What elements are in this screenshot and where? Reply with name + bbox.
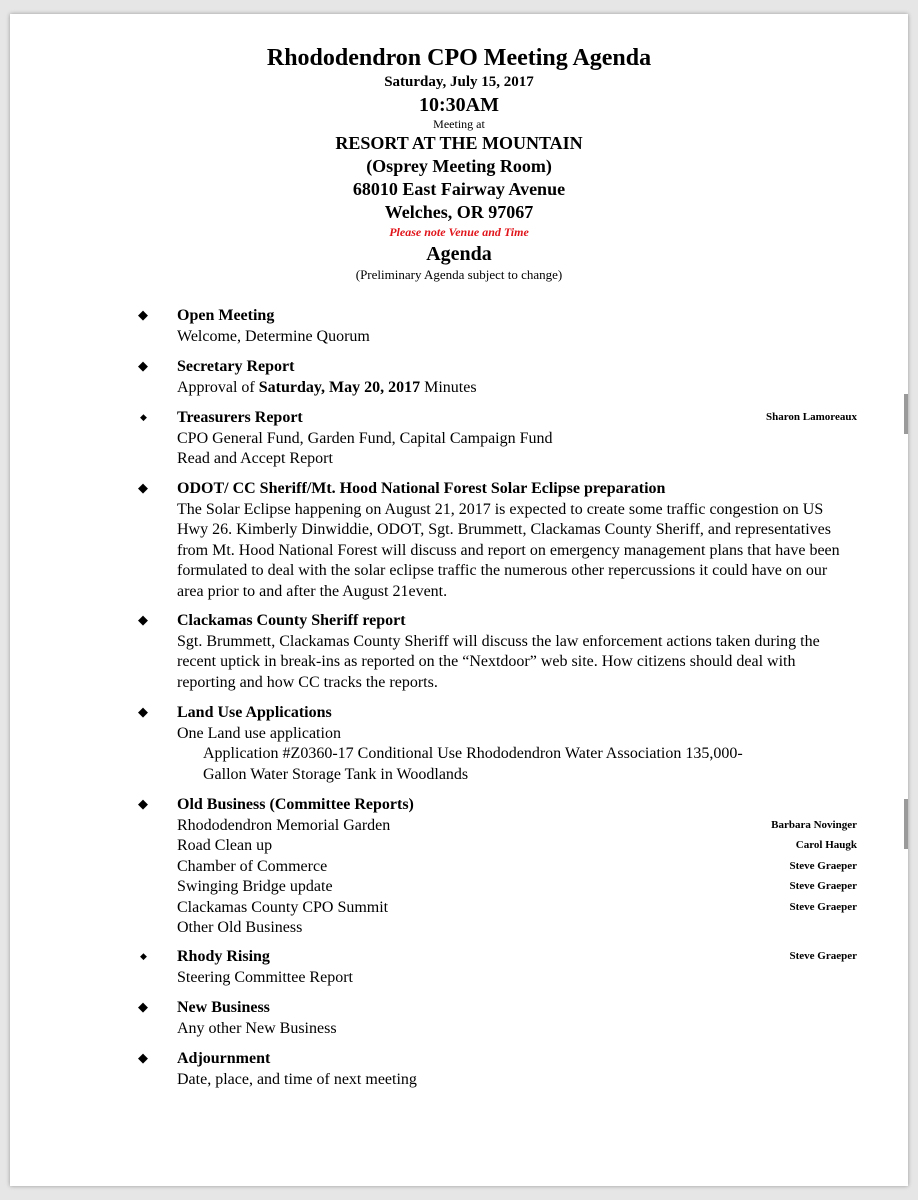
document-page bbox=[10, 14, 908, 1186]
item-title: Rhody Rising bbox=[177, 948, 270, 965]
item-line: CPO General Fund, Garden Fund, Capital Campaign Fund bbox=[177, 429, 553, 447]
item-title: Open Meeting bbox=[177, 307, 275, 324]
committee-row bbox=[177, 918, 857, 939]
diamond-bullet-icon: ◆ bbox=[138, 359, 148, 374]
presenter-name: Steve Graeper bbox=[789, 880, 857, 892]
diamond-bullet-icon: ◆ bbox=[138, 308, 148, 323]
item-paragraph: Sgt. Brummett, Clackamas County Sheriff will discuss the law enforcement actions taken during the recent uptick in break-ins as reported on the “Nextdoor” web site. How citizens should deal with reporting and how CC tracks the reports. bbox=[177, 632, 820, 691]
item-line: Any other New Business bbox=[177, 1019, 337, 1037]
venue-room: (Osprey Meeting Room) bbox=[366, 156, 552, 176]
presenter-name: Steve Graeper bbox=[789, 859, 857, 872]
presenter-name: Carol Haugk bbox=[795, 839, 857, 851]
item-title: Clackamas County Sheriff report bbox=[177, 612, 406, 629]
diamond-bullet-icon: ◆ bbox=[140, 413, 147, 423]
presenter-name: Sharon Lamoreaux bbox=[766, 411, 857, 423]
agenda-header bbox=[10, 46, 908, 284]
item-title: Adjournment bbox=[177, 1050, 271, 1067]
meeting-date: Saturday, July 15, 2017 bbox=[384, 74, 534, 90]
meeting-at-label: Meeting at bbox=[433, 117, 485, 131]
item-title: Old Business (Committee Reports) bbox=[177, 796, 414, 813]
application-line: Application #Z0360-17 Conditional Use Rhododendron Water Association 135,000- bbox=[203, 745, 743, 762]
diamond-bullet-icon: ◆ bbox=[138, 613, 148, 628]
committee-label: Swinging Bridge update bbox=[177, 878, 333, 895]
committee-row bbox=[177, 836, 857, 857]
committee-label: Road Clean up bbox=[177, 837, 273, 854]
diamond-bullet-icon: ◆ bbox=[138, 1000, 148, 1015]
committee-row bbox=[177, 877, 857, 898]
item-paragraph: The Solar Eclipse happening on August 21, 2017 is expected to create some traffic congestion on US Hwy 26. Kimberly Dinwiddie, ODOT, Sgt. Brummett, Clackamas County Sheriff, and representatives from Mt. Hood National Forest will discuss and report on emergency management plans that have been formulated to deal with the solar eclipse traffic the numerous other repercussions it could have on our area prior to and after the August 21event. bbox=[177, 500, 840, 600]
presenter-name: Steve Graeper bbox=[789, 900, 857, 913]
application-line: Gallon Water Storage Tank in Woodlands bbox=[203, 765, 469, 783]
diamond-bullet-icon: ◆ bbox=[140, 952, 147, 962]
committee-label: Other Old Business bbox=[177, 919, 303, 936]
item-line: Welcome, Determine Quorum bbox=[177, 327, 370, 345]
scroll-marker bbox=[904, 799, 908, 849]
item-text: Minutes bbox=[420, 378, 477, 396]
item-line bbox=[177, 378, 857, 399]
committee-label: Rhododendron Memorial Garden bbox=[177, 816, 391, 834]
diamond-bullet-icon: ◆ bbox=[138, 797, 148, 812]
item-line: Read and Accept Report bbox=[177, 450, 333, 467]
meeting-time: 10:30AM bbox=[419, 94, 499, 116]
venue-name: RESORT AT THE MOUNTAIN bbox=[335, 133, 583, 153]
venue-street: 68010 East Fairway Avenue bbox=[352, 179, 566, 199]
diamond-bullet-icon: ◆ bbox=[138, 1051, 148, 1066]
diamond-bullet-icon: ◆ bbox=[138, 481, 148, 496]
item-line: One Land use application bbox=[177, 724, 341, 742]
venue-city: Welches, OR 97067 bbox=[384, 202, 534, 222]
preliminary-note: (Preliminary Agenda subject to change) bbox=[355, 267, 563, 282]
committee-row bbox=[177, 857, 857, 878]
presenter-name: Barbara Novinger bbox=[771, 818, 857, 831]
item-title: Treasurers Report bbox=[177, 409, 303, 426]
minutes-date: Saturday, May 20, 2017 bbox=[258, 378, 421, 396]
item-title: ODOT/ CC Sheriff/Mt. Hood National Forest Solar Eclipse preparation bbox=[177, 480, 666, 497]
scroll-marker bbox=[904, 394, 908, 434]
committee-label: Chamber of Commerce bbox=[177, 857, 328, 875]
venue-note: Please note Venue and Time bbox=[389, 225, 529, 239]
item-title: New Business bbox=[177, 999, 270, 1016]
presenter-name: Steve Graeper bbox=[789, 950, 857, 962]
item-text: Approval of bbox=[177, 378, 259, 396]
document-title: Rhododendron CPO Meeting Agenda bbox=[266, 45, 652, 71]
item-line: Date, place, and time of next meeting bbox=[177, 1070, 417, 1088]
diamond-bullet-icon: ◆ bbox=[138, 705, 148, 720]
committee-label: Clackamas County CPO Summit bbox=[177, 898, 389, 916]
committee-row bbox=[177, 898, 857, 919]
agenda-heading: Agenda bbox=[426, 243, 492, 265]
item-line: Steering Committee Report bbox=[177, 968, 353, 986]
item-title: Land Use Applications bbox=[177, 704, 332, 721]
committee-row bbox=[177, 816, 857, 837]
item-title: Secretary Report bbox=[177, 358, 295, 375]
